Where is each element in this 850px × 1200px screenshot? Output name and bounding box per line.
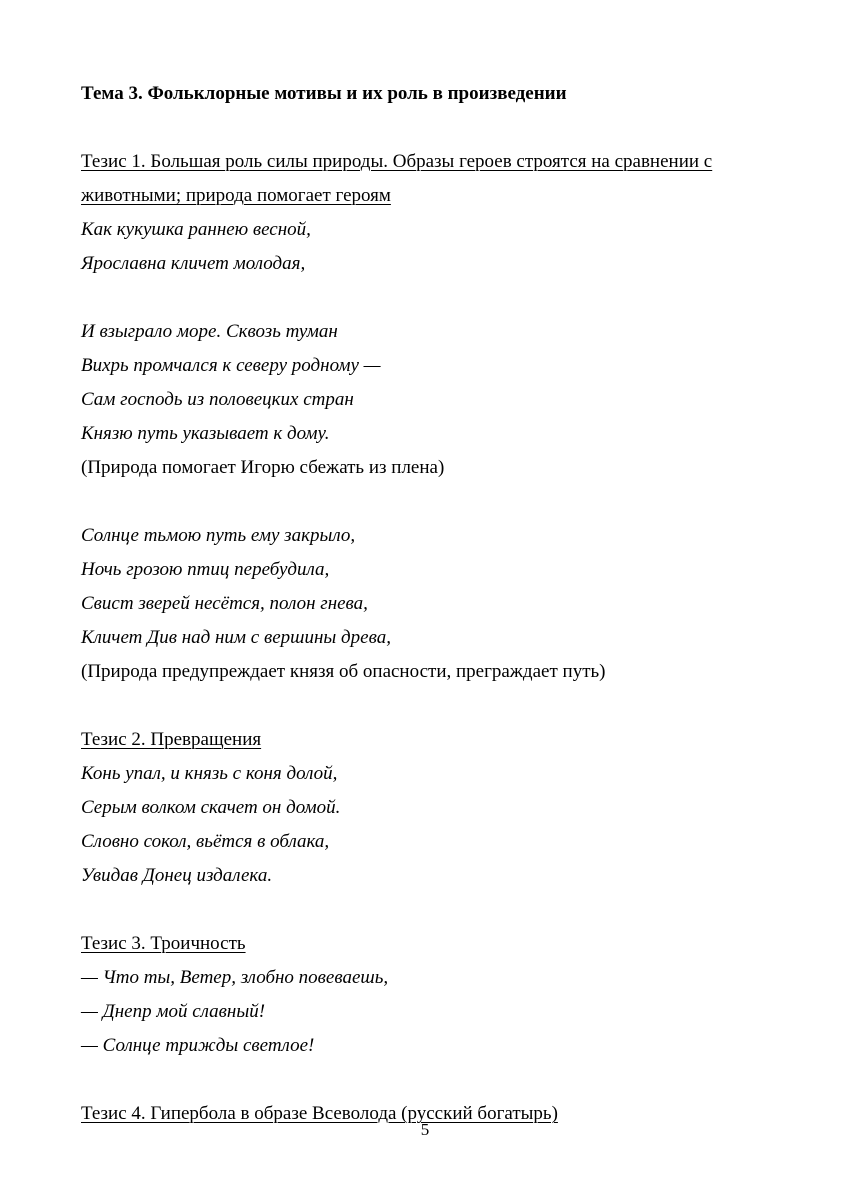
commentary-note: (Природа помогает Игорю сбежать из плена) — [81, 457, 445, 478]
thesis-1-heading-line-1: Тезис 1. Большая роль силы природы. Образы героев строятся на сравнении с — [81, 151, 713, 172]
thesis-4-heading: Тезис 4. Гипербола в образе Всеволода (русский богатырь) — [81, 1103, 558, 1124]
verse-line: — Солнце трижды светлое! — [81, 1035, 315, 1056]
thesis-3-heading: Тезис 3. Троичность — [81, 933, 246, 954]
verse-line: Солнце тьмою путь ему закрыло, — [81, 525, 356, 546]
verse-line: Ярославна кличет молодая, — [81, 253, 306, 274]
verse-line: И взыграло море. Сквозь туман — [81, 321, 338, 342]
spacer — [81, 1063, 761, 1097]
spacer — [81, 689, 761, 723]
verse-line: Свист зверей несётся, полон гнева, — [81, 593, 368, 614]
verse-line: Ночь грозою птиц перебудила, — [81, 559, 330, 580]
page-content — [81, 77, 761, 1131]
verse-line: Князю путь указывает к дому. — [81, 423, 330, 444]
thesis-1-heading-line-2: животными; природа помогает героям — [81, 185, 391, 206]
verse-line: — Что ты, Ветер, злобно повеваешь, — [81, 967, 389, 988]
spacer — [81, 111, 761, 145]
verse-line: Конь упал, и князь с коня долой, — [81, 763, 338, 784]
page-number: 5 — [420, 1120, 430, 1139]
verse-line: Кличет Див над ним с вершины древа, — [81, 627, 391, 648]
verse-line: Словно сокол, вьётся в облака, — [81, 831, 330, 852]
spacer — [81, 281, 761, 315]
spacer — [81, 485, 761, 519]
thesis-2-heading: Тезис 2. Превращения — [81, 729, 262, 750]
verse-line: Как кукушка раннею весной, — [81, 219, 311, 240]
commentary-note: (Природа предупреждает князя об опасности, преграждает путь) — [81, 661, 606, 682]
spacer — [81, 893, 761, 927]
verse-line: Вихрь промчался к северу родному — — [81, 355, 381, 376]
verse-line: — Днепр мой славный! — [81, 1001, 266, 1022]
page-title: Тема 3. Фольклорные мотивы и их роль в произведении — [81, 83, 567, 104]
verse-line: Сам господь из половецких стран — [81, 389, 354, 410]
verse-line: Увидав Донец издалека. — [81, 865, 273, 886]
verse-line: Серым волком скачет он домой. — [81, 797, 341, 818]
